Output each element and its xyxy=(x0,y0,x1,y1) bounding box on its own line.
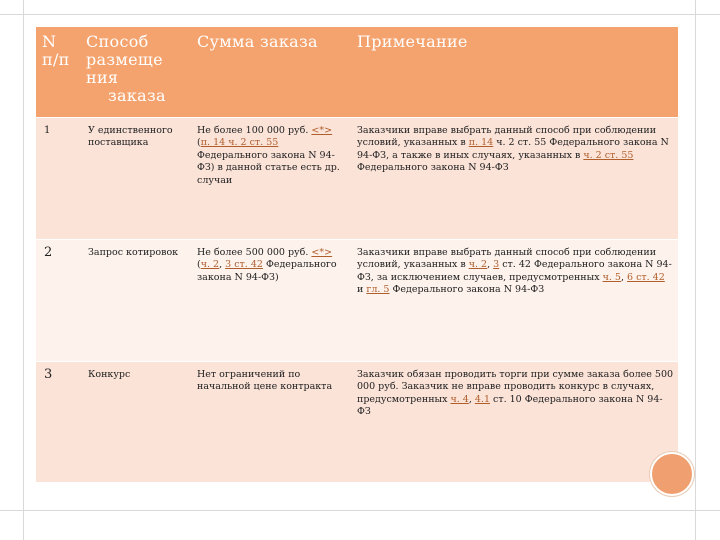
row-amount: Не более 500 000 руб. <*> (ч. 2, 3 ст. 42 Федерального закона N 94-ФЗ) xyxy=(189,239,349,361)
row-note: Заказчики вправе выбрать данный способ при соблюдении условий, указанных в п. 14 ч. 2 ст. 55 Федерального закона N 94-ФЗ, а также в иных случаях, указанных в ч. 2 ст. 55 Федерального закона N 94-ФЗ xyxy=(349,117,678,239)
row-number: 1 xyxy=(36,117,80,239)
law-reference-link[interactable]: ч. 2 ст. 55 xyxy=(583,149,634,161)
law-reference-link[interactable]: 3 xyxy=(493,259,500,270)
frame-line-bottom xyxy=(0,510,720,511)
row-method: Конкурс xyxy=(80,361,189,482)
law-reference-link[interactable]: гл. 5 xyxy=(366,284,390,295)
table-row xyxy=(36,117,678,239)
law-reference-link[interactable]: п. 14 xyxy=(468,137,494,148)
law-reference-link[interactable]: ч. 5 xyxy=(602,271,621,283)
row-note: Заказчики вправе выбрать данный способ при соблюдении условий, указанных в ч. 2, 3 ст. 42 Федерального закона N 94-ФЗ, за исключением случаев, предусмотренных ч. 5, 6 ст. 42 и гл. 5 Федерального закона N 94-ФЗ xyxy=(349,239,678,361)
footnote-link[interactable]: <*> xyxy=(311,246,333,258)
procurement-methods-table xyxy=(36,27,678,483)
row-amount: Не более 100 000 руб. <*> (п. 14 ч. 2 ст. 55 Федерального закона N 94-ФЗ) в данной статье есть др. случаи xyxy=(189,117,349,239)
header-number: N п/п xyxy=(36,27,80,117)
table-row xyxy=(36,361,678,482)
slide-corner-decoration xyxy=(650,452,694,496)
law-reference-link[interactable]: ч. 2 xyxy=(200,259,220,270)
table-header-row xyxy=(36,27,678,117)
row-method: У единственного поставщика xyxy=(80,117,189,239)
table-row xyxy=(36,239,678,361)
row-number: 2 xyxy=(36,239,80,361)
frame-line-left xyxy=(23,0,24,540)
row-amount: Нет ограничений по начальной цене контракта xyxy=(189,361,349,482)
law-reference-link[interactable]: п. 14 ч. 2 ст. 55 xyxy=(200,137,279,148)
law-reference-link[interactable]: ч. 2 xyxy=(468,259,488,270)
footnote-link[interactable]: <*> xyxy=(311,124,333,136)
frame-line-top xyxy=(0,14,720,15)
header-amount: Сумма заказа xyxy=(189,27,349,117)
row-number: 3 xyxy=(36,361,80,482)
law-reference-link[interactable]: 6 ст. 42 xyxy=(627,271,665,283)
frame-line-right xyxy=(695,0,696,540)
row-note: Заказчик обязан проводить торги при сумме заказа более 500 000 руб. Заказчик не вправе проводить конкурс в случаях, предусмотренных ч. 4, 4.1 ст. 10 Федерального закона N 94-ФЗ xyxy=(349,361,678,482)
law-reference-link[interactable]: ч. 4 xyxy=(450,393,469,405)
header-note: Примечание xyxy=(349,27,678,117)
law-reference-link[interactable]: 4.1 xyxy=(474,393,490,405)
header-method: Способ размеще ния заказа xyxy=(80,27,189,117)
law-reference-link[interactable]: 3 ст. 42 xyxy=(225,259,263,270)
row-method: Запрос котировок xyxy=(80,239,189,361)
